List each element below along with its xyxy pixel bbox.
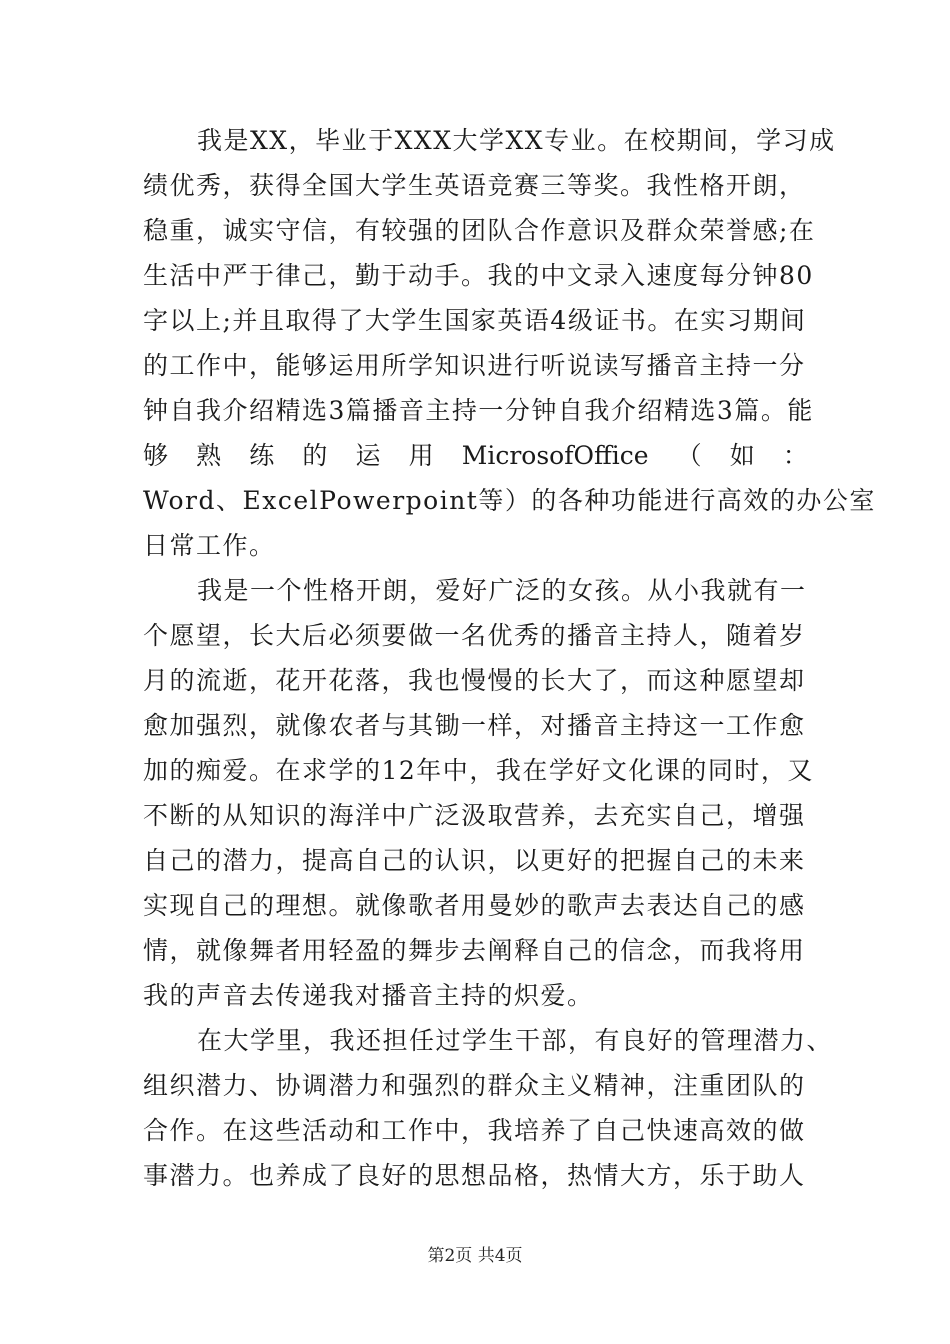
paragraph-2-line-10: 我的声音去传递我对播音主持的炽爱。 [143, 981, 594, 1010]
justified-word: 练 [249, 441, 275, 470]
paragraph-1-line-10: 日常工作。 [143, 531, 276, 560]
paragraph-1-line-5: 字以上;并且取得了大学生国家英语4级证书。在实习期间 [143, 306, 807, 335]
paragraph-2-line-4: 愈加强烈，就像农者与其锄一样，对播音主持这一工作愈 [143, 711, 806, 740]
paragraph-2-line-3: 月的流逝，花开花落，我也慢慢的长大了，而这种愿望却 [143, 666, 806, 695]
paragraph-2-line-2: 个愿望，长大后必须要做一名优秀的播音主持人，随着岁 [143, 621, 806, 650]
paragraph-3-line-4: 事潜力。也养成了良好的思想品格，热情大方，乐于助人 [143, 1161, 806, 1190]
justified-word: MicrosofOffice [461, 441, 649, 470]
justified-word: 的 [302, 441, 328, 470]
paragraph-1-line-7: 钟自我介绍精选3篇播音主持一分钟自我介绍精选3篇。能 [143, 396, 814, 425]
paragraph-3-line-3: 合作。在这些活动和工作中，我培养了自己快速高效的做 [143, 1116, 806, 1145]
paragraph-2-line-1: 我是一个性格开朗，爱好广泛的女孩。从小我就有一 [197, 576, 807, 605]
paragraph-1-line-1: 我是XX，毕业于XXX大学XX专业。在校期间，学习成 [197, 126, 836, 155]
paragraph-2-line-5: 加的痴爱。在求学的12年中，我在学好文化课的同时，又 [143, 756, 814, 785]
page-footer: 第2页 共4页 [427, 1246, 523, 1266]
justified-word: 熟 [196, 441, 222, 470]
paragraph-2-line-8: 实现自己的理想。就像歌者用曼妙的歌声去表达自己的感 [143, 891, 806, 920]
justified-word: 运 [355, 441, 381, 470]
justified-word: （ [676, 441, 702, 470]
paragraph-2-line-9: 情，就像舞者用轻盈的舞步去阐释自己的信念，而我将用 [143, 936, 806, 965]
body-text [143, 118, 876, 1198]
paragraph-1-line-6: 的工作中，能够运用所学知识进行听说读写播音主持一分 [143, 351, 806, 380]
paragraph-2-line-6: 不断的从知识的海洋中广泛汲取营养，去充实自己，增强 [143, 801, 806, 830]
paragraph-1-line-2: 绩优秀，获得全国大学生英语竞赛三等奖。我性格开朗， [143, 171, 806, 200]
paragraph-3-line-2: 组织潜力、协调潜力和强烈的群众主义精神，注重团队的 [143, 1071, 806, 1100]
justified-word: 用 [408, 441, 434, 470]
justified-word: 如 [729, 441, 755, 470]
justified-word: ： [782, 441, 808, 470]
paragraph-1-line-8 [143, 433, 808, 478]
paragraph-2-line-7: 自己的潜力，提高自己的认识，以更好的把握自己的未来 [143, 846, 806, 875]
justified-word: 够 [143, 441, 169, 470]
paragraph-3-line-1: 在大学里，我还担任过学生干部，有良好的管理潜力、 [197, 1026, 834, 1055]
paragraph-1-line-4: 生活中严于律己，勤于动手。我的中文录入速度每分钟80 [143, 261, 814, 290]
paragraph-1-line-3: 稳重，诚实守信，有较强的团队合作意识及群众荣誉感;在 [143, 216, 816, 245]
paragraph-1-line-9: Word、ExcelPowerpoint等）的各种功能进行高效的办公室 [143, 486, 876, 515]
